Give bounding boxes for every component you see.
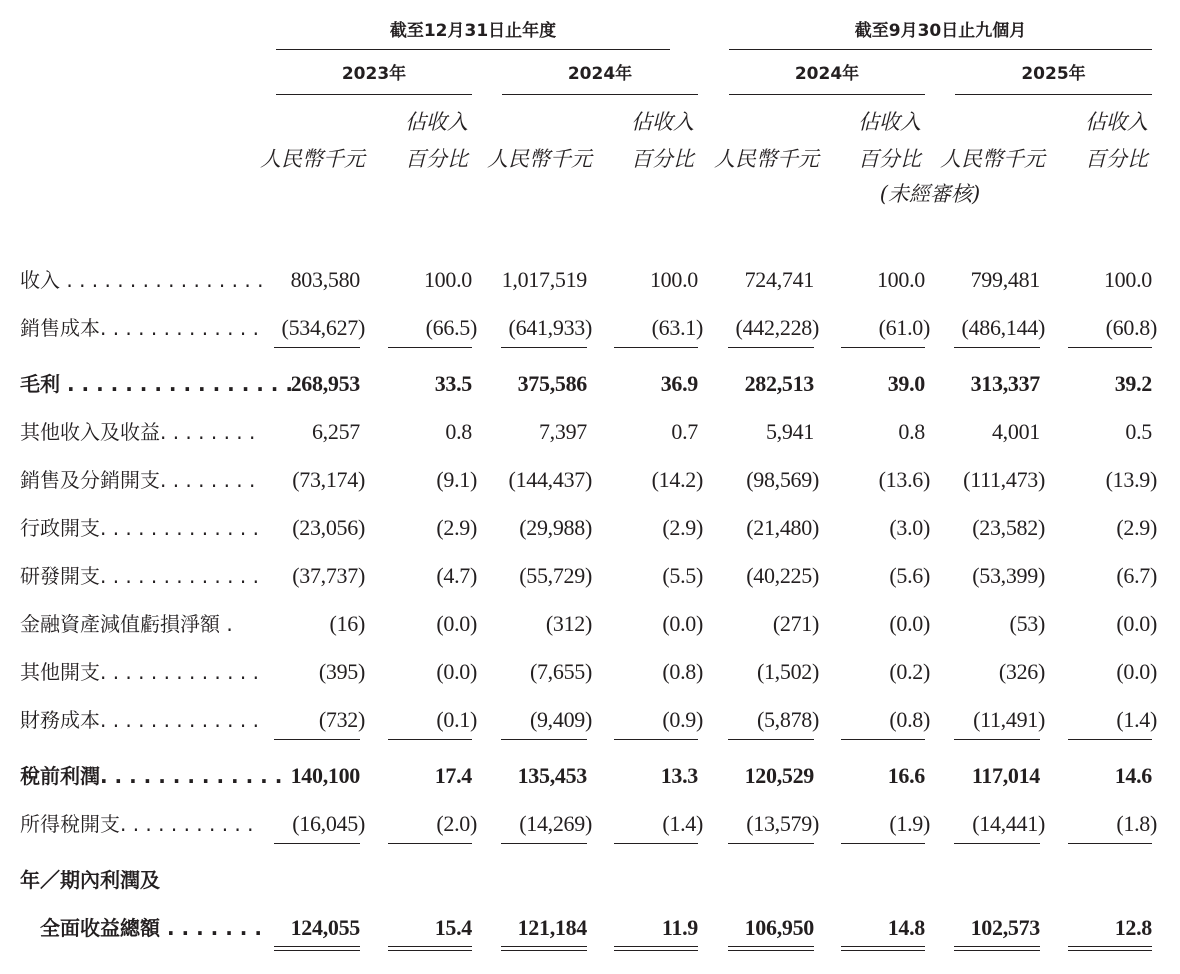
- amount-cell: (312): [545, 611, 592, 636]
- percent-cell: 100.0: [876, 267, 925, 292]
- group-rule: [729, 49, 1152, 50]
- double-underline: [274, 946, 360, 951]
- percent-cell: (14.2): [651, 467, 703, 492]
- year-label: 2024年: [794, 64, 860, 84]
- percent-cell: 17.4: [434, 763, 472, 788]
- total-amount-cell: 102,573: [970, 915, 1040, 940]
- percent-cell: (1.4): [662, 811, 703, 836]
- single-underline: [841, 739, 925, 740]
- single-underline: [841, 843, 925, 844]
- amount-cell: (486,144): [961, 315, 1045, 340]
- percent-cell: 39.0: [887, 371, 925, 396]
- percent-cell: (2.9): [1116, 515, 1157, 540]
- single-underline: [388, 347, 472, 348]
- percent-cell: (0.8): [662, 659, 703, 684]
- percent-cell: (0.0): [1116, 659, 1157, 684]
- amount-unit-header: 人民幣千元: [487, 147, 592, 171]
- single-underline: [388, 843, 472, 844]
- single-underline: [728, 739, 814, 740]
- percent-cell: (2.9): [436, 515, 477, 540]
- percent-cell: 14.6: [1114, 763, 1152, 788]
- percent-cell: (2.0): [436, 811, 477, 836]
- percent-header-line2: 百分比: [631, 147, 694, 171]
- year-rule: [276, 94, 472, 95]
- percent-cell: (0.1): [436, 707, 477, 732]
- amount-cell: (111,473): [963, 467, 1045, 492]
- percent-cell: (0.0): [1116, 611, 1157, 636]
- amount-cell: (21,480): [746, 515, 819, 540]
- amount-cell: 799,481: [970, 267, 1040, 292]
- amount-cell: 1,017,519: [501, 267, 587, 292]
- single-underline: [501, 843, 587, 844]
- amount-cell: 4,001: [991, 419, 1040, 444]
- percent-header-line1: 佔收入: [858, 110, 921, 134]
- amount-cell: (53,399): [972, 563, 1045, 588]
- percent-cell: (1.8): [1116, 811, 1157, 836]
- amount-cell: (144,437): [508, 467, 592, 492]
- amount-cell: (40,225): [746, 563, 819, 588]
- total-label-line1: 年／期內利潤及: [20, 868, 160, 892]
- total-percent-cell: 12.8: [1114, 915, 1152, 940]
- percent-header-line2: 百分比: [1085, 147, 1148, 171]
- single-underline: [1068, 843, 1152, 844]
- percent-cell: (4.7): [436, 563, 477, 588]
- amount-cell: 120,529: [744, 763, 814, 788]
- group-rule: [276, 49, 670, 50]
- percent-header-line2: 百分比: [405, 147, 468, 171]
- amount-cell: (16,045): [292, 811, 365, 836]
- percent-cell: (0.0): [889, 611, 930, 636]
- single-underline: [954, 347, 1040, 348]
- single-underline: [614, 739, 698, 740]
- year-label: 2025年: [1021, 64, 1086, 84]
- amount-cell: (14,441): [972, 811, 1045, 836]
- amount-cell: 313,337: [970, 371, 1040, 396]
- row-label: 銷售成本. . . . . . . . . . . . .: [20, 316, 259, 340]
- total-label-line2: 全面收益總額 . . . . . . .: [40, 916, 262, 940]
- amount-cell: (326): [998, 659, 1045, 684]
- percent-cell: (1.4): [1116, 707, 1157, 732]
- single-underline: [614, 843, 698, 844]
- amount-cell: (23,056): [292, 515, 365, 540]
- percent-header-line1: 佔收入: [631, 110, 694, 134]
- row-label: 金融資產減值虧損淨額 .: [20, 612, 233, 636]
- percent-header-line1: 佔收入: [405, 110, 468, 134]
- amount-cell: (11,491): [973, 707, 1045, 732]
- amount-cell: (53): [1009, 611, 1045, 636]
- amount-cell: 140,100: [290, 763, 360, 788]
- single-underline: [841, 347, 925, 348]
- row-label: 毛利 . . . . . . . . . . . . . . . .: [20, 372, 293, 396]
- year-rule: [502, 94, 698, 95]
- percent-cell: (5.5): [662, 563, 703, 588]
- amount-cell: 803,580: [290, 267, 360, 292]
- single-underline: [501, 347, 587, 348]
- double-underline: [501, 946, 587, 951]
- percent-header-line2: 百分比: [858, 147, 921, 171]
- amount-cell: 117,014: [971, 763, 1040, 788]
- single-underline: [728, 843, 814, 844]
- amount-cell: (13,579): [746, 811, 819, 836]
- single-underline: [274, 347, 360, 348]
- amount-cell: 7,397: [538, 419, 587, 444]
- single-underline: [274, 739, 360, 740]
- amount-unit-header: 人民幣千元: [940, 147, 1045, 171]
- row-label: 銷售及分銷開支. . . . . . . .: [20, 468, 256, 492]
- percent-cell: (0.9): [662, 707, 703, 732]
- amount-unit-header: 人民幣千元: [714, 147, 819, 171]
- amount-cell: 375,586: [517, 371, 587, 396]
- year-label: 2023年: [341, 64, 407, 84]
- amount-cell: 724,741: [744, 267, 814, 292]
- percent-cell: 33.5: [434, 371, 472, 396]
- percent-cell: (0.0): [436, 659, 477, 684]
- unaudited-note: (未經審核): [879, 182, 981, 206]
- amount-cell: (37,737): [292, 563, 365, 588]
- percent-cell: 39.2: [1114, 371, 1152, 396]
- percent-cell: (63.1): [651, 315, 703, 340]
- percent-cell: (60.8): [1105, 315, 1157, 340]
- single-underline: [1068, 347, 1152, 348]
- amount-cell: (1,502): [756, 659, 819, 684]
- percent-cell: (13.6): [878, 467, 930, 492]
- total-amount-cell: 121,184: [517, 915, 587, 940]
- amount-cell: (29,988): [519, 515, 592, 540]
- total-percent-cell: 11.9: [661, 915, 698, 940]
- amount-cell: 6,257: [311, 419, 360, 444]
- double-underline: [954, 946, 1040, 951]
- year-label: 2024年: [567, 64, 633, 84]
- percent-cell: 16.6: [887, 763, 925, 788]
- year-rule: [729, 94, 925, 95]
- amount-cell: (14,269): [519, 811, 592, 836]
- percent-cell: (3.0): [889, 515, 930, 540]
- amount-cell: (732): [318, 707, 365, 732]
- percent-cell: 36.9: [660, 371, 698, 396]
- row-label: 研發開支. . . . . . . . . . . . .: [20, 564, 259, 588]
- double-underline: [728, 946, 814, 951]
- double-underline: [841, 946, 925, 951]
- percent-cell: (0.0): [436, 611, 477, 636]
- row-label: 其他開支. . . . . . . . . . . . .: [20, 660, 259, 684]
- amount-cell: 268,953: [290, 371, 360, 396]
- percent-cell: (1.9): [889, 811, 930, 836]
- amount-cell: (98,569): [746, 467, 819, 492]
- percent-cell: (2.9): [662, 515, 703, 540]
- single-underline: [728, 347, 814, 348]
- single-underline: [1068, 739, 1152, 740]
- row-label: 收入 . . . . . . . . . . . . . . . .: [20, 268, 264, 292]
- double-underline: [614, 946, 698, 951]
- single-underline: [954, 739, 1040, 740]
- total-amount-cell: 124,055: [290, 915, 360, 940]
- amount-cell: (395): [318, 659, 365, 684]
- percent-header-line1: 佔收入: [1085, 110, 1148, 134]
- amount-cell: (9,409): [529, 707, 592, 732]
- percent-cell: (66.5): [425, 315, 477, 340]
- total-amount-cell: 106,950: [744, 915, 814, 940]
- single-underline: [274, 843, 360, 844]
- amount-cell: (5,878): [756, 707, 819, 732]
- period-group-title: 截至12月31日止年度: [389, 21, 557, 41]
- single-underline: [388, 739, 472, 740]
- double-underline: [388, 946, 472, 951]
- percent-cell: (13.9): [1105, 467, 1157, 492]
- amount-cell: (534,627): [281, 315, 365, 340]
- double-underline: [1068, 946, 1152, 951]
- amount-cell: (7,655): [529, 659, 592, 684]
- percent-cell: 13.3: [660, 763, 698, 788]
- amount-cell: 282,513: [744, 371, 814, 396]
- percent-cell: 0.7: [671, 419, 698, 444]
- row-label: 其他收入及收益. . . . . . . .: [20, 420, 256, 444]
- row-label: 所得稅開支. . . . . . . . . . .: [20, 812, 254, 836]
- single-underline: [954, 843, 1040, 844]
- percent-cell: (0.0): [662, 611, 703, 636]
- percent-cell: (9.1): [436, 467, 477, 492]
- amount-cell: (442,228): [735, 315, 819, 340]
- row-label: 財務成本. . . . . . . . . . . . .: [20, 708, 259, 732]
- amount-cell: 135,453: [517, 763, 587, 788]
- amount-cell: (55,729): [519, 563, 592, 588]
- single-underline: [501, 739, 587, 740]
- percent-cell: 0.8: [445, 419, 472, 444]
- period-group-title: 截至9月30日止九個月: [854, 21, 1027, 41]
- percent-cell: (5.6): [889, 563, 930, 588]
- percent-cell: (0.2): [889, 659, 930, 684]
- percent-cell: (61.0): [878, 315, 930, 340]
- percent-cell: (6.7): [1116, 563, 1157, 588]
- total-percent-cell: 14.8: [887, 915, 925, 940]
- single-underline: [614, 347, 698, 348]
- percent-cell: 100.0: [423, 267, 472, 292]
- total-percent-cell: 15.4: [434, 915, 472, 940]
- amount-cell: (641,933): [508, 315, 592, 340]
- year-rule: [955, 94, 1152, 95]
- percent-cell: 0.5: [1125, 419, 1152, 444]
- percent-cell: 100.0: [649, 267, 698, 292]
- row-label: 行政開支. . . . . . . . . . . . .: [20, 516, 259, 540]
- amount-cell: 5,941: [765, 419, 814, 444]
- amount-cell: (73,174): [292, 467, 365, 492]
- amount-cell: (271): [772, 611, 819, 636]
- percent-cell: 100.0: [1103, 267, 1152, 292]
- percent-cell: 0.8: [898, 419, 925, 444]
- amount-unit-header: 人民幣千元: [260, 147, 365, 171]
- row-label: 稅前利潤. . . . . . . . . . . . .: [20, 764, 283, 788]
- amount-cell: (16): [329, 611, 365, 636]
- amount-cell: (23,582): [972, 515, 1045, 540]
- percent-cell: (0.8): [889, 707, 930, 732]
